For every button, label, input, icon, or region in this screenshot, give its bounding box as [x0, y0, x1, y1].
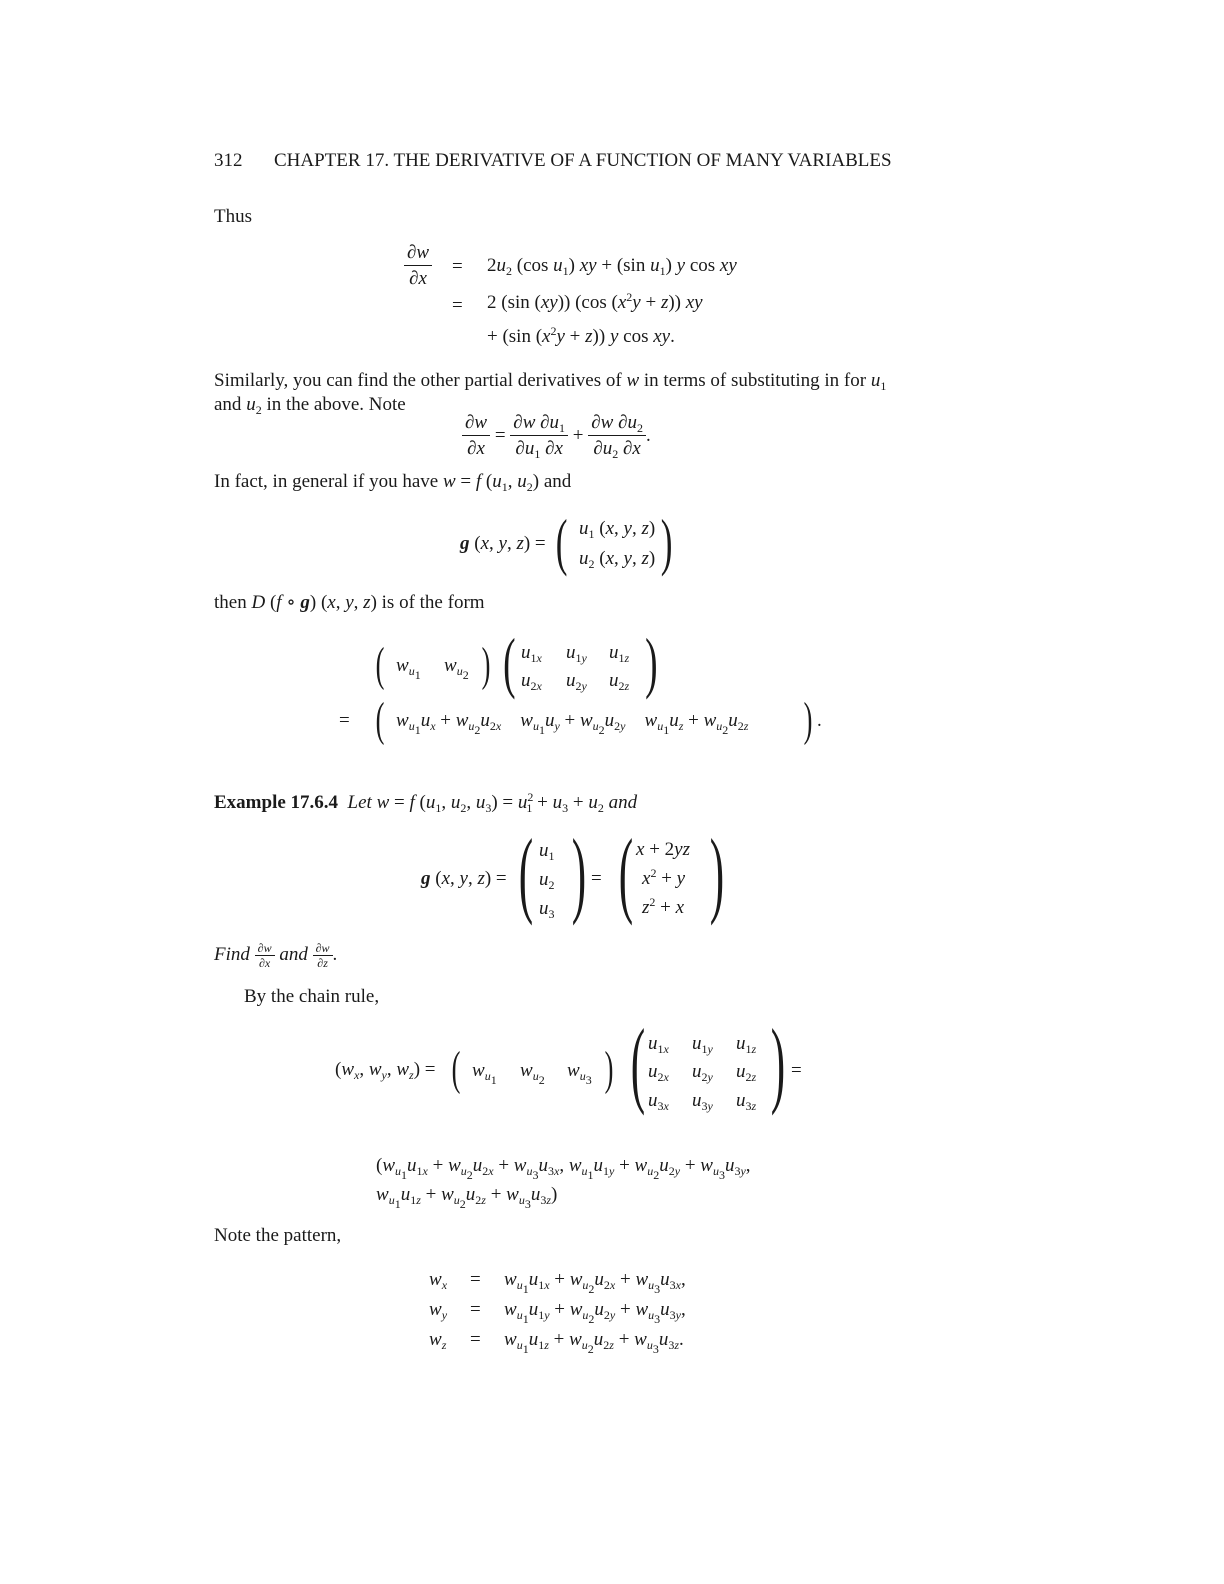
matrix-u1z: $u_{1z}$ [609, 642, 630, 665]
matrix-paren-left: ( [503, 624, 516, 700]
grad-matrix-u1z: $u_{1z}$ [736, 1033, 757, 1056]
paragraph-similarly: Similarly, you can find the other partial derivatives of w in terms of substituting in for $u_1$ [214, 370, 887, 393]
example-vec1-paren-right: ) [571, 819, 587, 926]
result-paren-right: ) [803, 693, 813, 746]
page-number: 312 [214, 150, 243, 171]
eq-rhs-2: 2 (sin (xy)) (cos $(x^2y + z)$) xy [487, 290, 703, 313]
expanded-line-1: ($w_{u_1}u_{1x} + w_{u_2}u_{2x} + w_{u_3}u_{3x}$, $w_{u_1}u_{1y} + w_{u_2}u_{2y} + w_{u_3}u_{3y}$, [376, 1155, 751, 1182]
example-g-lhs: g (x, y, z) = [421, 868, 507, 889]
eq-rhs-1: $2u_2$ (cos $u_1$) xy + (sin $u_1$) y cos xy [487, 255, 737, 278]
equation-g-vector: g (x, y, z) = [460, 533, 546, 554]
example-vec2-e2: $x^2 + y$ [642, 866, 686, 889]
eq-equals-2: = [452, 295, 463, 316]
pattern-wy-lhs: $w_y$ [429, 1299, 448, 1322]
grad-matrix-paren-right: ) [770, 1009, 786, 1116]
grad-matrix-u3y: $u_{3y}$ [692, 1090, 713, 1113]
matrix-paren-right: ) [645, 624, 658, 700]
example-vec1-u2: $u_2$ [539, 869, 555, 892]
matrix-u2z: $u_{2z}$ [609, 670, 630, 693]
result-equals: = [339, 710, 350, 731]
example-vec2-paren-right: ) [709, 819, 725, 926]
pattern-wx-lhs: $w_x$ [429, 1269, 448, 1292]
equation-dw-dx: $\frac{\partial w}{\partial x}$ [404, 243, 432, 288]
grad-matrix-u2y: $u_{2y}$ [692, 1061, 713, 1084]
grad-matrix-u1x: $u_{1x}$ [648, 1033, 669, 1056]
paragraph-chain-rule: By the chain rule, [244, 986, 380, 1007]
g-entry-1: $u_1$ (x, y, z) [579, 518, 656, 541]
expanded-line-2: $w_{u_1}u_{1z} + w_{u_2}u_{2z} + w_{u_3}u_{3z}$) [376, 1184, 558, 1211]
grad-equals: = [791, 1060, 802, 1081]
pattern-wy-rhs: $w_{u_1}u_{1y} + w_{u_2}u_{2y} + w_{u_3}u_{3y}$, [504, 1299, 686, 1326]
matrix-u2y: $u_{2y}$ [566, 670, 587, 693]
result-paren-left: ( [375, 693, 385, 746]
example-find: Find $\frac{\partial w}{\partial x}$ and $\frac{\partial w}{\partial z}$ . [214, 941, 338, 970]
grad-row-wu1: $w_{u_1}$ [472, 1060, 497, 1087]
matrix-u1y: $u_{1y}$ [566, 642, 587, 665]
grad-matrix-u2x: $u_{2x}$ [648, 1061, 669, 1084]
example-vec1-u1: $u_1$ [539, 840, 555, 863]
pattern-wz-eq: = [470, 1329, 481, 1350]
paragraph-and-u2: and $u_2$ in the above. Note [214, 394, 406, 417]
grad-matrix-u3z: $u_{3z}$ [736, 1090, 757, 1113]
example-statement: Example 17.6.4 Let w = f ($u_1$, $u_2$, $u_3) = u^2_1 + u_3 + u_2$ and [214, 790, 638, 815]
grad-row-paren-right: ) [604, 1042, 614, 1095]
grad-row-paren-left: ( [451, 1042, 461, 1095]
example-vec2-e1: x + 2yz [636, 839, 690, 860]
row-wu1: $w_{u_1}$ [396, 655, 421, 682]
g-paren-right: ) [660, 506, 673, 577]
row-paren-left: ( [375, 638, 385, 691]
example-vec1-u3: $u_3$ [539, 898, 555, 921]
running-title: CHAPTER 17. THE DERIVATIVE OF A FUNCTION OF MANY VARIABLES [274, 150, 892, 171]
grad-matrix-u1y: $u_{1y}$ [692, 1033, 713, 1056]
row-paren-right: ) [481, 638, 491, 691]
pattern-wz-rhs: $w_{u_1}u_{1z} + w_{u_2}u_{2z} + w_{u_3}u_{3z}$. [504, 1329, 684, 1356]
g-entry-2: $u_2$ (x, y, z) [579, 548, 656, 571]
g-paren-left: ( [555, 506, 568, 577]
pattern-wy-eq: = [470, 1299, 481, 1320]
grad-matrix-u2z: $u_{2z}$ [736, 1061, 757, 1084]
pattern-wz-lhs: $w_z$ [429, 1329, 447, 1352]
row-wu2: $w_{u_2}$ [444, 655, 469, 682]
grad-matrix-u3x: $u_{3x}$ [648, 1090, 669, 1113]
example-vec2-e3: $z^2 + x$ [642, 895, 685, 918]
pattern-wx-rhs: $w_{u_1}u_{1x} + w_{u_2}u_{2x} + w_{u_3}u_{3x}$, [504, 1269, 686, 1296]
gradient-lhs: ($w_x$, $w_y$, $w_z$) = [335, 1059, 436, 1082]
eq-equals-1: = [452, 256, 463, 277]
paragraph-thus: Thus [214, 206, 252, 227]
example-vec1-paren-left: ( [518, 819, 534, 926]
example-vec2-paren-left: ( [618, 819, 634, 926]
grad-matrix-paren-left: ( [630, 1009, 646, 1116]
grad-row-wu2: $w_{u_2}$ [520, 1060, 545, 1087]
eq-rhs-3: + (sin $(x^2y + z)$) y cos xy. [487, 324, 675, 347]
matrix-u2x: $u_{2x}$ [521, 670, 542, 693]
matrix-u1x: $u_{1x}$ [521, 642, 542, 665]
result-row: $w_{u_1}u_x + w_{u_2}u_{2x}$ $w_{u_1}u_y + w_{u_2}u_{2y}$ $w_{u_1}u_z + w_{u_2}u_{2z}$ [396, 710, 749, 737]
paragraph-then: then D (f ∘ g) (x, y, z) is of the form [214, 592, 485, 613]
example-equals: = [591, 868, 602, 889]
paragraph-in-fact: In fact, in general if you have w = f ($u_1$, $u_2$) and [214, 471, 572, 494]
pattern-wx-eq: = [470, 1269, 481, 1290]
result-period: . [817, 710, 822, 731]
grad-row-wu3: $w_{u_3}$ [567, 1060, 592, 1087]
equation-chain-sum: $\frac{\partial w}{\partial x}$ = $\frac{\partial w \partial u_1}{\partial u_1 \partial x}$ + $\frac{\partial w \partial u_2}{\partial u_2 \partial x}$ . [462, 413, 651, 458]
paragraph-note-pattern: Note the pattern, [214, 1225, 342, 1246]
